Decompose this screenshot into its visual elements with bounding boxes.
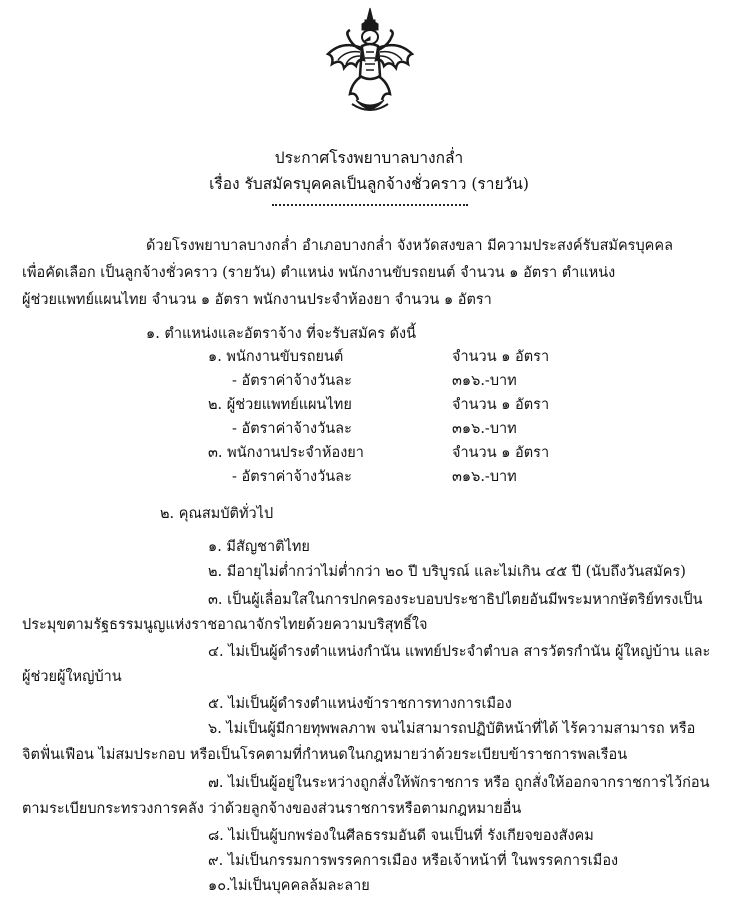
- qualification-item: ๘. ไม่เป็นผู้บกพร่องในศีลธรรมอันดี จนเป็นที่ รังเกียจของสังคม: [208, 828, 594, 844]
- position-2-rate: ๓๑๖.-บาท: [452, 421, 517, 437]
- qualification-item: ๓. เป็นผู้เลื่อมใสในการปกครองระบอบประชาธิปไตยอันมีพระมหากษัตริย์ทรงเป็น: [208, 592, 703, 608]
- document-subject: เรื่อง รับสมัครบุคคลเป็นลูกจ้างชั่วคราว (รายวัน): [209, 175, 529, 193]
- document-title: ประกาศโรงพยาบาลบางกล่ำ: [274, 149, 464, 167]
- position-1-count: จำนวน ๑ อัตรา: [452, 349, 550, 365]
- position-3-rate: ๓๑๖.-บาท: [452, 469, 517, 485]
- qualification-item: ๑๐.ไม่เป็นบุคคลล้มละลาย: [208, 878, 370, 894]
- position-1-rate-label: - อัตราค่าจ้างวันละ: [232, 373, 352, 389]
- section2-heading: ๒. คุณสมบัติทั่วไป: [160, 506, 274, 522]
- qualification-item: ๑. มีสัญชาติไทย: [208, 539, 310, 555]
- position-2-name: ๒. ผู้ช่วยแพทย์แผนไทย: [208, 397, 352, 413]
- position-2-count: จำนวน ๑ อัตรา: [452, 397, 550, 413]
- qualification-item: ๕. ไม่เป็นผู้ดำรงตำแหน่งข้าราชการทางการเมือง: [208, 696, 512, 712]
- position-1-name: ๑. พนักงานขับรถยนต์: [208, 349, 344, 365]
- intro-line-2: เพื่อคัดเลือก เป็นลูกจ้างชั่วคราว (รายวัน) ตำแหน่ง พนักงานขับรถยนต์ จำนวน ๑ อัตรา ตำแหน่ง: [22, 265, 616, 281]
- position-3-name: ๓. พนักงานประจำห้องยา: [208, 445, 364, 461]
- position-3-count: จำนวน ๑ อัตรา: [452, 445, 550, 461]
- position-3-rate-label: - อัตราค่าจ้างวันละ: [232, 469, 352, 485]
- position-2-rate-label: - อัตราค่าจ้างวันละ: [232, 421, 352, 437]
- qualification-item-continued: ประมุขตามรัฐธรรมนูญแห่งราชอาณาจักรไทยด้วยความบริสุทธิ์ใจ: [22, 617, 428, 633]
- dotted-divider: [272, 198, 468, 206]
- qualification-item: ๖. ไม่เป็นผู้มีกายทุพพลภาพ จนไม่สามารถปฏิบัติหน้าที่ได้ ไร้ความสามารถ หรือ: [208, 721, 696, 737]
- garuda-emblem-icon: [322, 6, 418, 114]
- intro-line-1: ด้วยโรงพยาบาลบางกล่ำ อำเภอบางกล่ำ จังหวัดสงขลา มีความประสงค์รับสมัครบุคคล: [146, 238, 673, 254]
- qualification-item-continued: จิตฟั่นเฟือน ไม่สมประกอบ หรือเป็นโรคตามที่กำหนดในกฎหมายว่าด้วยระเบียบข้าราชการพลเรือน: [22, 747, 628, 763]
- qualification-item: ๒. มีอายุไม่ต่ำกว่าไม่ต่ำกว่า ๒๐ ปี บริบูรณ์ และไม่เกิน ๔๕ ปี (นับถึงวันสมัคร): [208, 564, 686, 580]
- position-1-rate: ๓๑๖.-บาท: [452, 373, 517, 389]
- qualification-item-continued: ผู้ช่วยผู้ใหญ่บ้าน: [22, 669, 122, 685]
- qualification-item: ๙. ไม่เป็นกรรมการพรรคการเมือง หรือเจ้าหน้าที่ ในพรรคการเมือง: [208, 853, 619, 869]
- qualification-item-continued: ตามระเบียบกระทรวงการคลัง ว่าด้วยลูกจ้างของส่วนราชการหรือตามกฎหมายอื่น: [22, 801, 522, 817]
- section1-heading: ๑. ตำแหน่งและอัตราจ้าง ที่จะรับสมัคร ดังนี้: [146, 326, 417, 342]
- intro-line-3: ผู้ช่วยแพทย์แผนไทย จำนวน ๑ อัตรา พนักงานประจำห้องยา จำนวน ๑ อัตรา: [22, 292, 492, 308]
- qualification-item: ๗. ไม่เป็นผู้อยู่ในระหว่างถูกสั่งให้พักราชการ หรือ ถูกสั่งให้ออกจากราชการไว้ก่อน: [208, 775, 710, 791]
- qualification-item: ๔. ไม่เป็นผู้ดำรงตำแหน่งกำนัน แพทย์ประจำตำบล สารวัตรกำนัน ผู้ใหญ่บ้าน และ: [208, 644, 711, 660]
